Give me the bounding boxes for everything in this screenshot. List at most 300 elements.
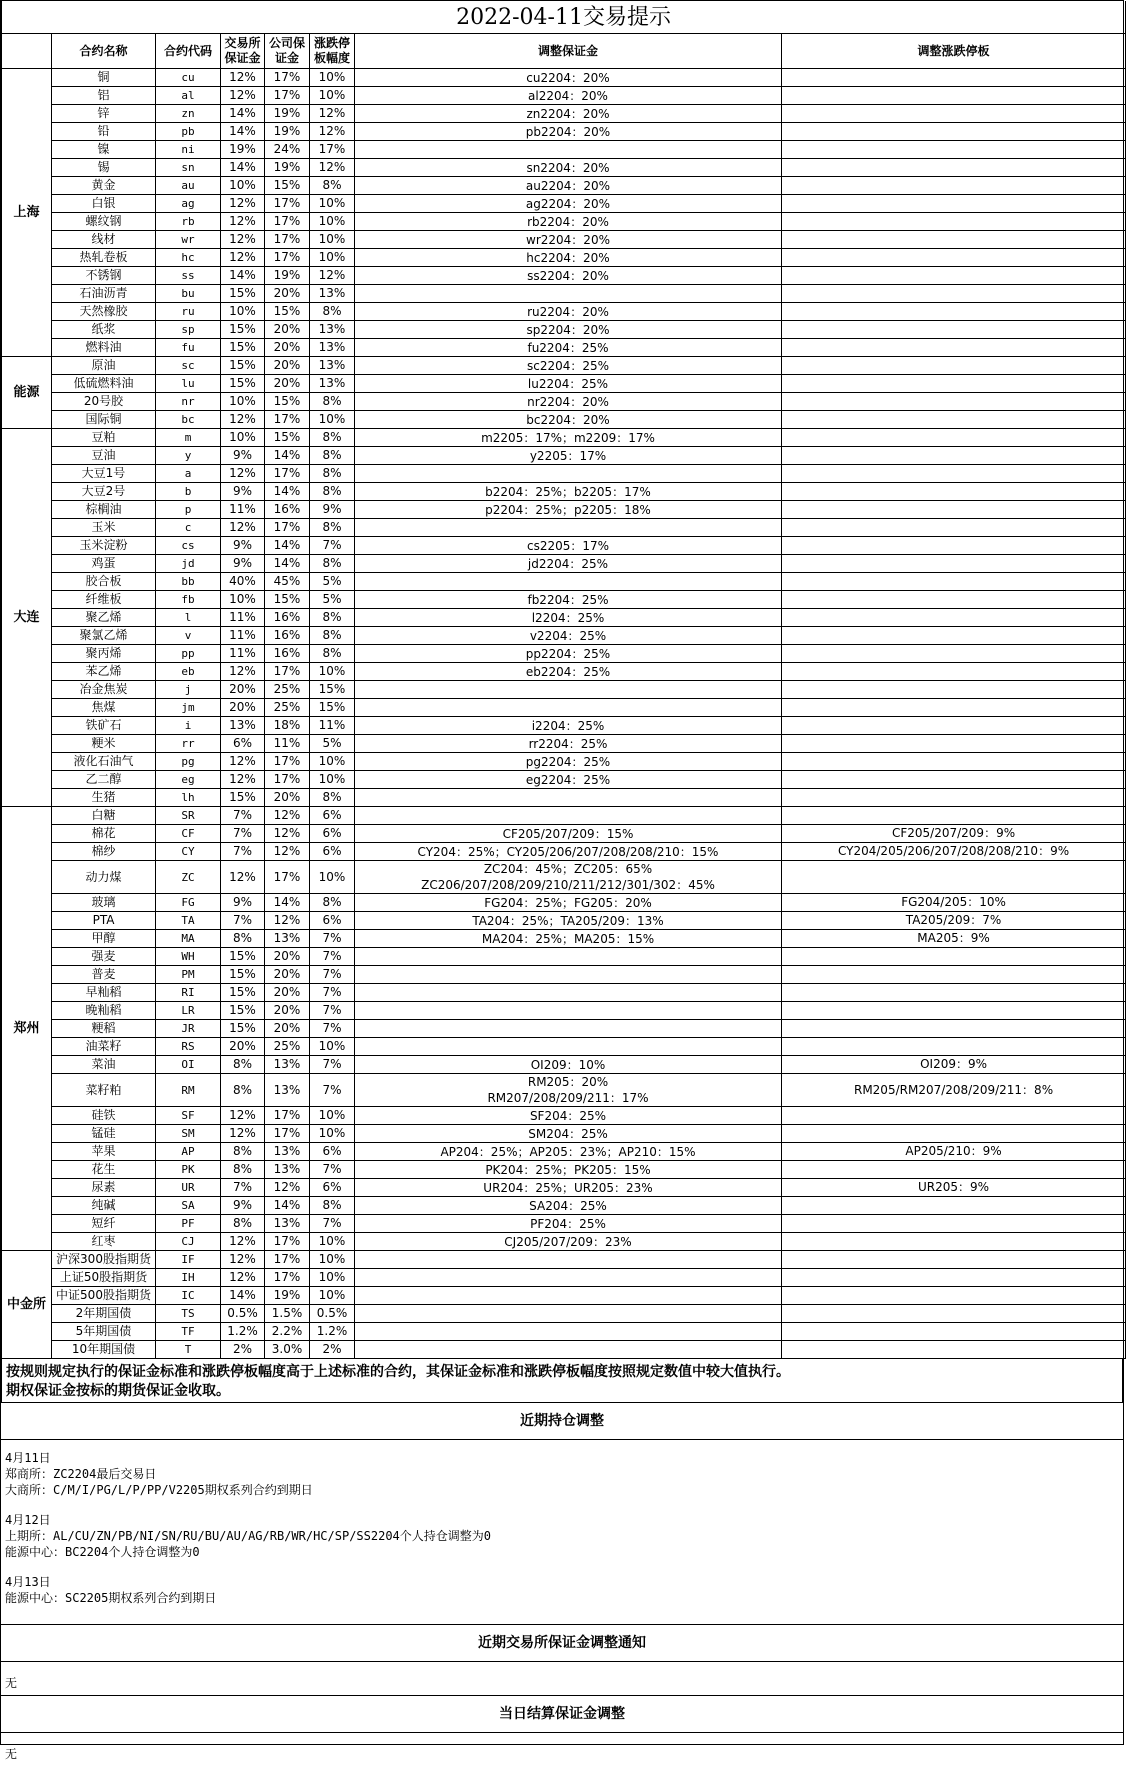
price-limit: 8%	[310, 177, 355, 195]
table-row	[2, 1002, 1126, 1020]
contract-code: LR	[156, 1002, 221, 1020]
adjusted-margin	[355, 609, 782, 627]
table-row	[2, 177, 1126, 195]
price-limit: 10%	[310, 69, 355, 87]
contract-code: WH	[156, 948, 221, 966]
table-row	[2, 663, 1126, 681]
table-row	[2, 1038, 1126, 1056]
company-margin: 16%	[265, 627, 310, 645]
adjusted-margin-line: PF204：25%	[530, 1216, 606, 1231]
contract-name: 苯乙烯	[52, 663, 156, 681]
price-limit: 13%	[310, 357, 355, 375]
adjusted-margin-line: sp2204：20%	[526, 322, 610, 337]
table-row	[2, 894, 1126, 912]
contract-name: 豆粕	[52, 429, 156, 447]
price-limit: 2%	[310, 1341, 355, 1359]
exchange-margin: 10%	[221, 177, 265, 195]
contract-code: TF	[156, 1323, 221, 1341]
adjusted-limit	[782, 177, 1126, 195]
table-row	[2, 231, 1126, 249]
price-limit: 10%	[310, 411, 355, 429]
adjusted-limit	[782, 555, 1126, 573]
adjusted-margin-line: l2204：25%	[531, 610, 605, 625]
contract-code: RI	[156, 984, 221, 1002]
margin-table	[1, 1, 1126, 1359]
adjusted-margin-line: hc2204：20%	[526, 250, 610, 265]
adjusted-margin	[355, 645, 782, 663]
adjusted-margin	[355, 465, 782, 483]
adjusted-limit	[782, 357, 1126, 375]
contract-code: ZC	[156, 861, 221, 894]
exchange-margin: 9%	[221, 483, 265, 501]
position-line: 能源中心：SC2205期权系列合约到期日	[5, 1591, 217, 1605]
position-line: 大商所：C/M/I/PG/L/P/PP/V2205期权系列合约到期日	[5, 1483, 313, 1497]
exchange-margin: 15%	[221, 375, 265, 393]
adjusted-margin	[355, 411, 782, 429]
table-row	[2, 1161, 1126, 1179]
table-row	[2, 267, 1126, 285]
table-row	[2, 1305, 1126, 1323]
price-limit: 5%	[310, 591, 355, 609]
adjusted-margin-line: sn2204：20%	[526, 160, 610, 175]
company-margin: 17%	[265, 231, 310, 249]
adjusted-margin-line-2: ZC206/207/208/209/210/211/212/301/302：45%	[421, 878, 715, 892]
adjusted-limit	[782, 483, 1126, 501]
company-margin: 45%	[265, 573, 310, 591]
contract-name: 鸡蛋	[52, 555, 156, 573]
header-comp-margin: 公司保证金	[265, 34, 310, 69]
contract-code: i	[156, 717, 221, 735]
table-row	[2, 339, 1126, 357]
adjusted-margin-line: cs2205：17%	[526, 538, 610, 553]
exchange-margin: 9%	[221, 894, 265, 912]
price-limit: 5%	[310, 573, 355, 591]
contract-name: PTA	[52, 912, 156, 930]
page-title: 2022-04-11交易提示	[2, 1, 1126, 34]
company-margin: 25%	[265, 1038, 310, 1056]
price-limit: 7%	[310, 1020, 355, 1038]
exchange-margin: 8%	[221, 1056, 265, 1074]
company-margin: 13%	[265, 930, 310, 948]
contract-name: 锰硅	[52, 1125, 156, 1143]
adjusted-limit: CF205/207/209：9%	[782, 825, 1126, 843]
exchange-margin: 12%	[221, 1107, 265, 1125]
adjusted-margin-line: OI209：10%	[530, 1057, 606, 1072]
contract-code: v	[156, 627, 221, 645]
price-limit: 17%	[310, 141, 355, 159]
adjusted-limit	[782, 69, 1126, 87]
exchange-margin: 12%	[221, 753, 265, 771]
contract-code: eg	[156, 771, 221, 789]
adjusted-margin	[355, 1341, 782, 1359]
contract-code: hc	[156, 249, 221, 267]
contract-name: 棉花	[52, 825, 156, 843]
contract-name: 沪深300股指期货	[52, 1251, 156, 1269]
contract-code: TA	[156, 912, 221, 930]
company-margin: 20%	[265, 948, 310, 966]
company-margin: 12%	[265, 843, 310, 861]
company-margin: 17%	[265, 1233, 310, 1251]
adjusted-limit	[782, 966, 1126, 984]
header-row	[2, 34, 1126, 69]
exchange-margin: 11%	[221, 627, 265, 645]
adjusted-limit: UR205：9%	[782, 1179, 1126, 1197]
contract-code: pg	[156, 753, 221, 771]
adjusted-margin	[355, 948, 782, 966]
contract-name: 铁矿石	[52, 717, 156, 735]
adjusted-limit	[782, 1038, 1126, 1056]
contract-name: 纤维板	[52, 591, 156, 609]
adjusted-margin-line: al2204：20%	[528, 88, 608, 103]
company-margin: 17%	[265, 411, 310, 429]
adjusted-margin-line: SF204：25%	[529, 1108, 607, 1123]
company-margin: 19%	[265, 267, 310, 285]
adjusted-limit	[782, 285, 1126, 303]
company-margin: 24%	[265, 141, 310, 159]
price-limit: 10%	[310, 231, 355, 249]
rules-note-line-2: 期权保证金按标的期货保证金收取。	[6, 1383, 230, 1399]
company-margin: 20%	[265, 984, 310, 1002]
contract-name: 硅铁	[52, 1107, 156, 1125]
contract-code: JR	[156, 1020, 221, 1038]
company-margin: 20%	[265, 966, 310, 984]
table-row	[2, 1107, 1126, 1125]
price-limit: 1.2%	[310, 1323, 355, 1341]
company-margin: 20%	[265, 339, 310, 357]
adjusted-limit	[782, 429, 1126, 447]
adjusted-limit	[782, 861, 1126, 894]
exchange-margin: 20%	[221, 681, 265, 699]
adjusted-limit	[782, 87, 1126, 105]
notice-title: 近期交易所保证金调整通知	[1, 1625, 1123, 1662]
adjusted-limit	[782, 195, 1126, 213]
table-row	[2, 1341, 1126, 1359]
table-row	[2, 930, 1126, 948]
table-row	[2, 1179, 1126, 1197]
contract-name: 动力煤	[52, 861, 156, 894]
contract-name: 胶合板	[52, 573, 156, 591]
exchange-margin: 15%	[221, 321, 265, 339]
contract-code: bb	[156, 573, 221, 591]
exchange-margin: 8%	[221, 1215, 265, 1233]
company-margin: 13%	[265, 1074, 310, 1107]
price-limit: 8%	[310, 447, 355, 465]
adjusted-limit	[782, 141, 1126, 159]
price-limit: 0.5%	[310, 1305, 355, 1323]
adjusted-margin	[355, 1305, 782, 1323]
company-margin: 2.2%	[265, 1323, 310, 1341]
contract-name: 早籼稻	[52, 984, 156, 1002]
contract-name: 纯碱	[52, 1197, 156, 1215]
adjusted-limit: MA205：9%	[782, 930, 1126, 948]
price-limit: 9%	[310, 501, 355, 519]
adjusted-limit	[782, 465, 1126, 483]
exchange-margin: 7%	[221, 825, 265, 843]
exchange-margin: 15%	[221, 1020, 265, 1038]
contract-code: b	[156, 483, 221, 501]
adjusted-margin-line: eg2204：25%	[525, 772, 611, 787]
company-margin: 17%	[265, 87, 310, 105]
adjusted-limit	[782, 948, 1126, 966]
company-margin: 19%	[265, 105, 310, 123]
table-row	[2, 555, 1126, 573]
settle-section	[1, 1696, 1123, 1767]
contract-code: RS	[156, 1038, 221, 1056]
adjusted-limit	[782, 123, 1126, 141]
company-margin: 25%	[265, 699, 310, 717]
contract-code: c	[156, 519, 221, 537]
table-row	[2, 573, 1126, 591]
company-margin: 20%	[265, 357, 310, 375]
contract-name: 乙二醇	[52, 771, 156, 789]
price-limit: 8%	[310, 627, 355, 645]
adjusted-limit	[782, 1323, 1126, 1341]
contract-code: sp	[156, 321, 221, 339]
table-row	[2, 681, 1126, 699]
adjusted-margin	[355, 591, 782, 609]
contract-name: 低硫燃料油	[52, 375, 156, 393]
price-limit: 10%	[310, 1038, 355, 1056]
table-row	[2, 1215, 1126, 1233]
contract-name: 普麦	[52, 966, 156, 984]
header-adj-limit: 调整涨跌停板	[782, 34, 1126, 69]
table-row	[2, 393, 1126, 411]
adjusted-margin-line: CY204：25%；CY205/206/207/208/208/210：15%	[417, 844, 719, 859]
adjusted-margin-line: fu2204：25%	[527, 340, 609, 355]
contract-code: m	[156, 429, 221, 447]
adjusted-margin-line: y2205：17%	[529, 448, 607, 463]
price-limit: 8%	[310, 519, 355, 537]
company-margin: 3.0%	[265, 1341, 310, 1359]
rules-note	[1, 1359, 1123, 1403]
table-row	[2, 411, 1126, 429]
exchange-margin: 12%	[221, 1233, 265, 1251]
table-row	[2, 645, 1126, 663]
adjusted-margin	[355, 1323, 782, 1341]
contract-code: y	[156, 447, 221, 465]
adjusted-limit: OI209：9%	[782, 1056, 1126, 1074]
adjusted-margin-line: AP204：25%；AP205：23%；AP210：15%	[440, 1144, 696, 1159]
table-row	[2, 1020, 1126, 1038]
contract-name: 粳稻	[52, 1020, 156, 1038]
exchange-margin: 12%	[221, 465, 265, 483]
contract-name: 玉米淀粉	[52, 537, 156, 555]
company-margin: 17%	[265, 771, 310, 789]
company-margin: 14%	[265, 483, 310, 501]
adjusted-margin-line: MA204：25%；MA205：15%	[481, 931, 655, 946]
adjusted-margin-line: p2204：25%；p2205：18%	[485, 502, 651, 517]
company-margin: 17%	[265, 519, 310, 537]
exchange-margin: 15%	[221, 948, 265, 966]
contract-name: 聚丙烯	[52, 645, 156, 663]
table-row	[2, 321, 1126, 339]
company-margin: 14%	[265, 537, 310, 555]
contract-code: IC	[156, 1287, 221, 1305]
exchange-label: 上海	[2, 69, 52, 357]
contract-name: 短纤	[52, 1215, 156, 1233]
exchange-margin: 9%	[221, 1197, 265, 1215]
adjusted-margin	[355, 573, 782, 591]
adjusted-limit	[782, 1269, 1126, 1287]
price-limit: 12%	[310, 267, 355, 285]
adjusted-margin	[355, 627, 782, 645]
table-row	[2, 1251, 1126, 1269]
exchange-margin: 9%	[221, 447, 265, 465]
exchange-margin: 14%	[221, 1287, 265, 1305]
position-title: 近期持仓调整	[1, 1403, 1123, 1440]
price-limit: 13%	[310, 321, 355, 339]
adjusted-margin-line: au2204：20%	[525, 178, 611, 193]
contract-name: 油菜籽	[52, 1038, 156, 1056]
exchange-margin: 14%	[221, 105, 265, 123]
settle-body: 无	[5, 1747, 18, 1761]
contract-code: OI	[156, 1056, 221, 1074]
adjusted-margin-line: ss2204：20%	[527, 268, 609, 283]
contract-name: 聚氯乙烯	[52, 627, 156, 645]
contract-name: 红枣	[52, 1233, 156, 1251]
table-row	[2, 1125, 1126, 1143]
table-row	[2, 699, 1126, 717]
table-row	[2, 627, 1126, 645]
adjusted-margin	[355, 1107, 782, 1125]
price-limit: 10%	[310, 861, 355, 894]
company-margin: 15%	[265, 591, 310, 609]
exchange-margin: 7%	[221, 807, 265, 825]
table-row	[2, 1269, 1126, 1287]
adjusted-limit	[782, 573, 1126, 591]
contract-name: 白银	[52, 195, 156, 213]
adjusted-margin	[355, 930, 782, 948]
company-margin: 25%	[265, 681, 310, 699]
position-section	[1, 1403, 1123, 1625]
adjusted-margin	[355, 681, 782, 699]
price-limit: 8%	[310, 609, 355, 627]
contract-code: cs	[156, 537, 221, 555]
exchange-margin: 20%	[221, 699, 265, 717]
contract-code: lu	[156, 375, 221, 393]
contract-name: 黄金	[52, 177, 156, 195]
adjusted-margin	[355, 1287, 782, 1305]
exchange-margin: 15%	[221, 984, 265, 1002]
price-limit: 7%	[310, 930, 355, 948]
exchange-margin: 8%	[221, 1074, 265, 1107]
contract-code: MA	[156, 930, 221, 948]
table-row	[2, 249, 1126, 267]
adjusted-margin	[355, 1269, 782, 1287]
adjusted-margin	[355, 303, 782, 321]
exchange-margin: 12%	[221, 411, 265, 429]
price-limit: 13%	[310, 375, 355, 393]
table-row	[2, 1143, 1126, 1161]
contract-code: jm	[156, 699, 221, 717]
adjusted-limit	[782, 699, 1126, 717]
table-row	[2, 213, 1126, 231]
adjusted-margin	[355, 555, 782, 573]
adjusted-margin	[355, 519, 782, 537]
adjusted-margin	[355, 1002, 782, 1020]
exchange-margin: 12%	[221, 519, 265, 537]
company-margin: 17%	[265, 69, 310, 87]
adjusted-margin-line: wr2204：20%	[526, 232, 610, 247]
adjusted-margin-line: FG204：25%；FG205：20%	[484, 895, 652, 910]
contract-code: ni	[156, 141, 221, 159]
exchange-margin: 20%	[221, 1038, 265, 1056]
contract-name: 原油	[52, 357, 156, 375]
adjusted-margin	[355, 1179, 782, 1197]
company-margin: 20%	[265, 1020, 310, 1038]
exchange-margin: 12%	[221, 213, 265, 231]
adjusted-limit	[782, 807, 1126, 825]
table-row	[2, 519, 1126, 537]
position-line: 上期所：AL/CU/ZN/PB/NI/SN/RU/BU/AU/AG/RB/WR/HC/SP/SS2204个人持仓调整为0	[5, 1529, 492, 1543]
price-limit: 6%	[310, 912, 355, 930]
company-margin: 12%	[265, 825, 310, 843]
adjusted-margin	[355, 735, 782, 753]
company-margin: 16%	[265, 645, 310, 663]
adjusted-limit	[782, 1197, 1126, 1215]
exchange-margin: 13%	[221, 717, 265, 735]
adjusted-margin-line: eb2204：25%	[525, 664, 611, 679]
contract-code: FG	[156, 894, 221, 912]
adjusted-limit	[782, 1287, 1126, 1305]
adjusted-limit	[782, 339, 1126, 357]
price-limit: 6%	[310, 843, 355, 861]
adjusted-margin-line: b2204：25%；b2205：17%	[485, 484, 651, 499]
price-limit: 11%	[310, 717, 355, 735]
exchange-margin: 7%	[221, 843, 265, 861]
exchange-margin: 7%	[221, 912, 265, 930]
adjusted-margin-line: pg2204：25%	[525, 754, 611, 769]
adjusted-margin	[355, 447, 782, 465]
contract-code: IH	[156, 1269, 221, 1287]
adjusted-limit	[782, 267, 1126, 285]
adjusted-limit	[782, 537, 1126, 555]
exchange-margin: 40%	[221, 573, 265, 591]
exchange-margin: 12%	[221, 861, 265, 894]
adjusted-limit	[782, 393, 1126, 411]
notice-section	[1, 1625, 1123, 1696]
table-row	[2, 1287, 1126, 1305]
price-limit: 10%	[310, 771, 355, 789]
contract-name: 生猪	[52, 789, 156, 807]
adjusted-limit	[782, 501, 1126, 519]
adjusted-margin	[355, 1161, 782, 1179]
adjusted-margin	[355, 843, 782, 861]
contract-code: ru	[156, 303, 221, 321]
adjusted-margin-line: jd2204：25%	[527, 556, 609, 571]
company-margin: 16%	[265, 501, 310, 519]
price-limit: 8%	[310, 789, 355, 807]
table-row	[2, 537, 1126, 555]
company-margin: 17%	[265, 1107, 310, 1125]
contract-code: sc	[156, 357, 221, 375]
adjusted-margin	[355, 789, 782, 807]
exchange-margin: 10%	[221, 429, 265, 447]
price-limit: 7%	[310, 1002, 355, 1020]
adjusted-margin	[355, 123, 782, 141]
adjusted-margin	[355, 483, 782, 501]
price-limit: 12%	[310, 159, 355, 177]
position-body	[1, 1440, 1123, 1624]
exchange-margin: 12%	[221, 195, 265, 213]
adjusted-margin-line: ru2204：20%	[527, 304, 609, 319]
contract-code: TS	[156, 1305, 221, 1323]
contract-code: fb	[156, 591, 221, 609]
adjusted-limit	[782, 105, 1126, 123]
company-margin: 17%	[265, 465, 310, 483]
price-limit: 10%	[310, 1125, 355, 1143]
exchange-margin: 15%	[221, 789, 265, 807]
